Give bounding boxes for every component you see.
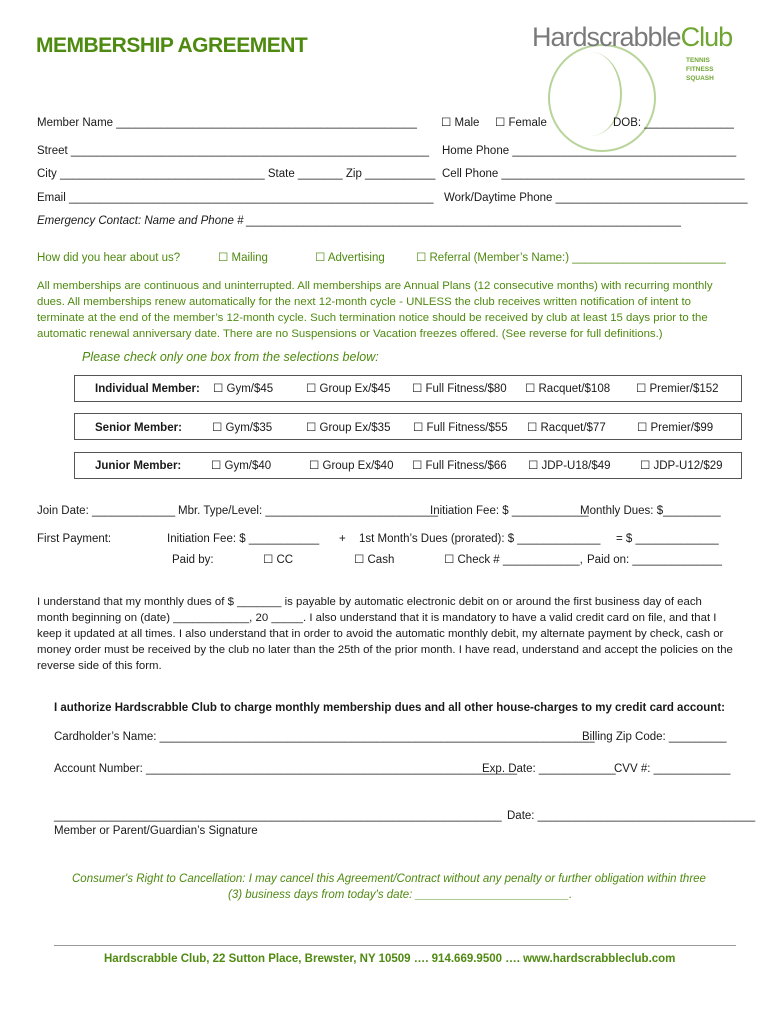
email-field[interactable]: Email _________________________________________________________: [37, 192, 434, 204]
logo-sub-squash: SQUASH: [686, 75, 714, 82]
city-state-zip-field[interactable]: City ________________________________ State _______ Zip ___________: [37, 168, 436, 180]
logo-sub-tennis: TENNIS: [686, 57, 710, 64]
initiation-fee-field[interactable]: Initiation Fee: $ ____________: [430, 505, 589, 517]
work-phone-field[interactable]: Work/Daytime Phone ______________________________: [444, 192, 748, 204]
paid-on-field[interactable]: Paid on: ______________: [587, 554, 722, 566]
page-title: MEMBERSHIP AGREEMENT: [36, 34, 308, 57]
select-note: Please check only one box from the selections below:: [82, 350, 379, 364]
exp-date-field[interactable]: Exp. Date: ____________: [482, 763, 616, 775]
signature-date-field[interactable]: Date: __________________________________: [507, 810, 756, 822]
junior-groupex-checkbox[interactable]: ☐ Group Ex/$40: [309, 460, 394, 472]
street-field[interactable]: Street ________________________________________________________: [37, 145, 430, 157]
plan-label-senior: Senior Member:: [95, 422, 182, 434]
senior-fullfitness-checkbox[interactable]: ☐ Full Fitness/$55: [413, 422, 508, 434]
signature-line[interactable]: ______________________________________________________________________: [54, 810, 502, 822]
signature-label: Member or Parent/Guardian’s Signature: [54, 825, 258, 837]
monthly-dues-field[interactable]: Monthly Dues: $_________: [580, 505, 721, 517]
individual-fullfitness-checkbox[interactable]: ☐ Full Fitness/$80: [412, 383, 507, 395]
footer-contact: Hardscrabble Club, 22 Sutton Place, Brewster, NY 10509 …. 914.669.9500 …. www.hardscrabbleclub.com: [104, 953, 676, 965]
senior-premier-checkbox[interactable]: ☐ Premier/$99: [637, 422, 714, 434]
join-date-field[interactable]: Join Date: _____________: [37, 505, 176, 517]
emergency-contact-field[interactable]: ____________________________________________________________________: [246, 215, 681, 227]
plan-label-junior: Junior Member:: [95, 460, 182, 472]
senior-groupex-checkbox[interactable]: ☐ Group Ex/$35: [306, 422, 391, 434]
terms-paragraph: All memberships are continuous and uninterrupted. All memberships are Annual Plans (12 consecutive months) with recurring monthly dues. All memberships renew automatically for the next 12-month cycle - UNLESS the club receives written notification of intent to terminate at the end of the member’s 12-month cycle. Such termination notice should be received by club at least 15 days prior to the automatic renewal anniversary date. There are no Suspensions or Vacation freezes offered. (See reverse for full definitions.): [37, 280, 713, 340]
individual-groupex-checkbox[interactable]: ☐ Group Ex/$45: [306, 383, 391, 395]
cancellation-notice: Consumer's Right to Cancellation: I may cancel this Agreement/Contract without any penalty or further obligation within three: [72, 873, 706, 885]
hear-question: How did you hear about us?: [37, 252, 181, 264]
paid-by-label: Paid by:: [172, 554, 214, 566]
cash-checkbox[interactable]: ☐ Cash: [354, 554, 395, 566]
authorize-statement: I authorize Hardscrabble Club to charge monthly membership dues and all other house-charges to my credit card account:: [54, 702, 725, 714]
male-checkbox[interactable]: ☐ Male: [441, 117, 480, 129]
plus-sign: +: [339, 533, 346, 545]
emergency-contact-label: Emergency Contact: Name and Phone #: [37, 215, 244, 227]
female-checkbox[interactable]: ☐ Female: [495, 117, 547, 129]
dob-field[interactable]: DOB: ______________: [613, 117, 734, 129]
check-checkbox[interactable]: ☐ Check # ____________,: [444, 554, 583, 566]
cancellation-date-field[interactable]: (3) business days from today's date: ________________________.: [228, 889, 573, 901]
billing-zip-field[interactable]: Billing Zip Code: _________: [582, 731, 727, 743]
junior-jdp-u18-checkbox[interactable]: ☐ JDP-U18/$49: [528, 460, 611, 472]
account-number-field[interactable]: Account Number: __________________________________________________________: [54, 763, 517, 775]
footer-divider: [54, 945, 736, 946]
mbr-type-field[interactable]: Mbr. Type/Level: ___________________________: [178, 505, 439, 517]
junior-fullfitness-checkbox[interactable]: ☐ Full Fitness/$66: [412, 460, 507, 472]
senior-racquet-checkbox[interactable]: ☐ Racquet/$77: [527, 422, 606, 434]
logo: [532, 22, 732, 53]
cvv-field[interactable]: CVV #: ____________: [614, 763, 731, 775]
logo-club: Club: [680, 22, 733, 52]
member-name-field[interactable]: Member Name _______________________________________________: [37, 117, 417, 129]
first-payment-label: First Payment:: [37, 533, 112, 545]
cell-phone-field[interactable]: Cell Phone ______________________________________: [442, 168, 745, 180]
total-field[interactable]: = $ _____________: [616, 533, 719, 545]
plan-label-individual: Individual Member:: [95, 383, 200, 395]
logo-main: Hardscrabble: [532, 22, 681, 52]
junior-gym-checkbox[interactable]: ☐ Gym/$40: [211, 460, 272, 472]
junior-jdp-u12-checkbox[interactable]: ☐ JDP-U12/$29: [640, 460, 723, 472]
senior-gym-checkbox[interactable]: ☐ Gym/$35: [212, 422, 273, 434]
first-month-dues-field[interactable]: 1st Month’s Dues (prorated): $ _____________: [359, 533, 601, 545]
advertising-checkbox[interactable]: ☐ Advertising: [315, 252, 385, 264]
individual-racquet-checkbox[interactable]: ☐ Racquet/$108: [525, 383, 611, 395]
cc-checkbox[interactable]: ☐ CC: [263, 554, 294, 566]
referral-checkbox[interactable]: ☐ Referral (Member’s Name:) ________________________: [416, 252, 726, 264]
first-payment-initiation-field[interactable]: Initiation Fee: $ ___________: [167, 533, 320, 545]
individual-premier-checkbox[interactable]: ☐ Premier/$152: [636, 383, 719, 395]
logo-sub-fitness: FITNESS: [686, 66, 714, 73]
understand-paragraph: I understand that my monthly dues of $ _______ is payable by automatic electronic debit on or around the first business day of each month beginning on (date) ____________, 20 _____. I also understand that it is mandatory to have a valid credit card on file, and that I keep it updated at all times. I also understand that in order to avoid the automatic monthly debit, my alternate payment by check, cash or money order must be received by the club no later than the 25th of the prior month. I have read, understand and accept the policies on the reverse side of this form.: [37, 596, 733, 672]
cardholder-name-field[interactable]: Cardholder’s Name: ____________________________________________________________________: [54, 731, 595, 743]
individual-gym-checkbox[interactable]: ☐ Gym/$45: [213, 383, 274, 395]
home-phone-field[interactable]: Home Phone ___________________________________: [442, 145, 737, 157]
mailing-checkbox[interactable]: ☐ Mailing: [218, 252, 268, 264]
